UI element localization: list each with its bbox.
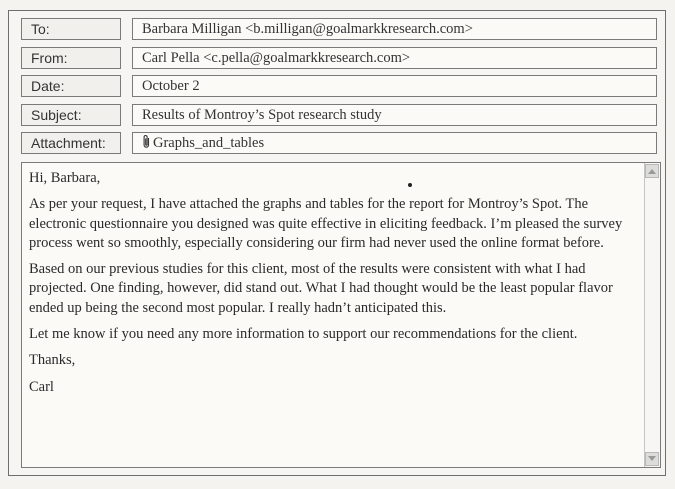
to-field[interactable]: Barbara Milligan <b.milligan@goalmarkkresearch.com> (132, 18, 657, 40)
message-paragraph: Based on our previous studies for this client, most of the results were consistent with what I had projected. One finding, however, did stand out. What I had thought would be the least popular flavor ended up being the second most popular. I really hadn’t anticipated this. (29, 261, 613, 316)
date-label: Date: (21, 75, 121, 97)
subject-label: Subject: (21, 104, 121, 126)
from-field[interactable]: Carl Pella <c.pella@goalmarkkresearch.com> (132, 47, 657, 69)
vertical-scrollbar[interactable] (644, 163, 660, 467)
message-paragraph: As per your request, I have attached the graphs and tables for the report for Montroy’s Spot. The electronic questionnaire you designed was quite effective in eliciting feedback. I’m pleased the survey process went so smoothly, especially considering our firm had never used the online format before. (29, 196, 623, 251)
scroll-up-button[interactable] (645, 164, 659, 178)
message-body[interactable] (21, 162, 661, 468)
arrow-up-icon (648, 168, 656, 174)
subject-field[interactable]: Results of Montroy’s Spot research study (132, 104, 657, 126)
attachment-field[interactable] (132, 132, 657, 154)
attachment-label: Attachment: (21, 132, 121, 154)
greeting: Hi, Barbara, (29, 170, 101, 186)
scroll-down-button[interactable] (645, 452, 659, 466)
paperclip-icon (142, 134, 151, 155)
email-window (8, 10, 666, 476)
to-label: To: (21, 18, 121, 40)
message-paragraph: Let me know if you need any more information to support our recommendations for the client. (29, 326, 578, 343)
closing: Thanks, (29, 352, 76, 369)
from-label: From: (21, 47, 121, 69)
signature: Carl (29, 378, 54, 395)
attachment-filename[interactable]: Graphs_and_tables (153, 135, 265, 151)
arrow-down-icon (648, 456, 656, 462)
date-field[interactable]: October 2 (132, 75, 657, 97)
